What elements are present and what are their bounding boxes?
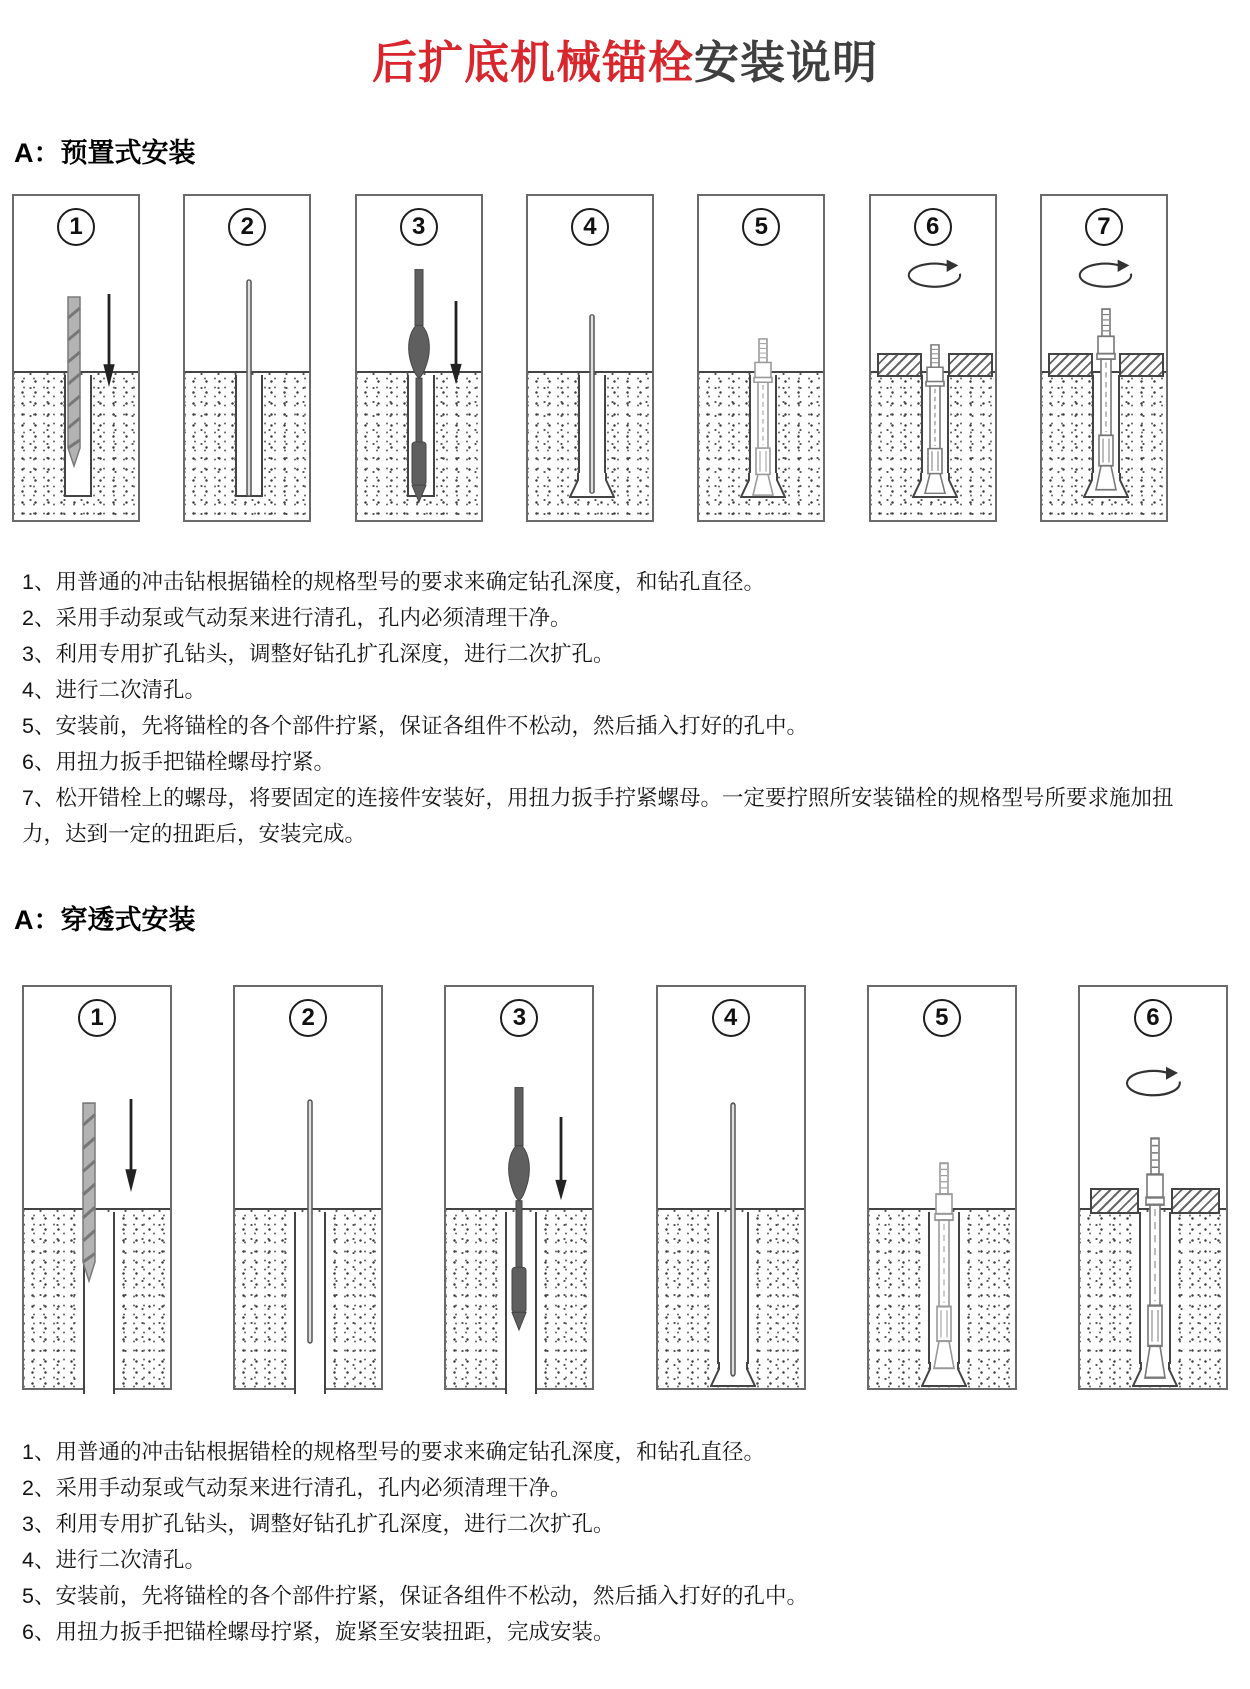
step-text: 1、用普通的冲击钻根据锚栓的规格型号的要求来确定钻孔深度，和钻孔直径。 xyxy=(22,570,765,594)
step-number-badge: 4 xyxy=(571,208,609,246)
step-text: 2、采用手动泵或气动泵来进行清孔，孔内必须清理干净。 xyxy=(22,606,572,630)
step-panel-4 xyxy=(526,194,654,522)
drill-bit-icon xyxy=(64,296,84,486)
step-text: 6、用扭力扳手把锚栓螺母拧紧。 xyxy=(22,750,335,774)
step-panel-2 xyxy=(183,194,311,522)
step-text: 6、用扭力扳手把锚栓螺母拧紧，旋紧至安装扭距，完成安装。 xyxy=(22,1620,615,1644)
step-panel-6 xyxy=(869,194,997,522)
step-text: 1、用普通的冲击钻根据错栓的规格型号的要求来确定钻孔深度，和钻孔直径。 xyxy=(22,1440,765,1464)
fixture-plate-right xyxy=(1171,1188,1220,1214)
step-text: 3、利用专用扩孔钻头，调整好钻孔扩孔深度，进行二次扩孔。 xyxy=(22,1512,615,1536)
down-arrow-icon xyxy=(554,1117,568,1202)
step-number-badge: 1 xyxy=(78,999,116,1037)
section-heading-through: A：穿透式安装 xyxy=(14,905,196,935)
down-arrow-icon xyxy=(449,301,463,386)
step-text: 4、进行二次清孔。 xyxy=(22,1548,206,1572)
fixture-plate-left xyxy=(1090,1188,1139,1214)
step-text: 2、采用手动泵或气动泵来进行清孔，孔内必须清理干净。 xyxy=(22,1476,572,1500)
page-title-rest: 安装说明 xyxy=(694,37,879,88)
anchor-bolt-icon xyxy=(751,338,775,498)
fixture-plate-right xyxy=(948,353,993,377)
rotate-arrow-icon xyxy=(900,258,970,296)
rotate-arrow-icon xyxy=(1118,1065,1190,1105)
undercut-drill-icon xyxy=(404,269,434,504)
step-text: 7、松开错栓上的螺母，将要固定的连接件安装好，用扭力扳手拧紧螺母。一定要拧照所安装锚栓的规格型号所要求施加扭力，达到一定的扭距后，安装完成。 xyxy=(22,786,1174,846)
step-number-badge: 6 xyxy=(914,208,952,246)
page-title xyxy=(0,26,1250,91)
step-panel-3 xyxy=(444,985,594,1390)
step-panel-5 xyxy=(867,985,1017,1390)
page-title-accent: 后扩底机械锚栓 xyxy=(371,37,694,88)
anchor-bolt-icon xyxy=(923,344,947,496)
step-number-badge: 2 xyxy=(289,999,327,1037)
cleaning-rod-icon xyxy=(587,314,597,494)
step-panel-7 xyxy=(1040,194,1168,522)
step-number-badge: 3 xyxy=(500,999,538,1037)
anchor-bolt-icon xyxy=(932,1162,956,1372)
step-panel-6 xyxy=(1078,985,1228,1390)
step-text: 5、安装前，先将锚栓的各个部件拧紧，保证各组件不松动，然后插入打好的孔中。 xyxy=(22,1584,808,1608)
step-number-badge: 2 xyxy=(228,208,266,246)
step-number-badge: 5 xyxy=(923,999,961,1037)
step-panel-3 xyxy=(355,194,483,522)
cleaning-rod-icon xyxy=(244,279,254,497)
step-number-badge: 5 xyxy=(742,208,780,246)
step-number-badge: 6 xyxy=(1134,999,1172,1037)
drill-bit-icon xyxy=(79,1102,99,1302)
fixture-plate-left xyxy=(1048,353,1093,377)
fixture-plate-right xyxy=(1119,353,1164,377)
cleaning-rod-icon xyxy=(305,1099,315,1344)
down-arrow-icon xyxy=(102,294,116,389)
step-panel-4 xyxy=(656,985,806,1390)
step-panel-1 xyxy=(22,985,172,1390)
step-text: 5、安装前，先将锚栓的各个部件拧紧，保证各组件不松动，然后插入打好的孔中。 xyxy=(22,714,808,738)
panel-row-preset xyxy=(12,194,1168,522)
step-number-badge: 4 xyxy=(712,999,750,1037)
step-text: 4、进行二次清孔。 xyxy=(22,678,206,702)
rotate-arrow-icon xyxy=(1071,258,1141,296)
steps-list-through xyxy=(22,1434,1250,1650)
step-text: 3、利用专用扩孔钻头，调整好钻孔扩孔深度，进行二次扩孔。 xyxy=(22,642,615,666)
step-panel-1 xyxy=(12,194,140,522)
panel-row-through xyxy=(22,985,1228,1390)
section-heading-preset: A：预置式安装 xyxy=(14,138,196,168)
steps-list-preset xyxy=(22,564,1250,852)
step-number-badge: 3 xyxy=(400,208,438,246)
step-number-badge: 7 xyxy=(1085,208,1123,246)
step-panel-5 xyxy=(697,194,825,522)
step-panel-2 xyxy=(233,985,383,1390)
cleaning-rod-icon xyxy=(728,1102,738,1377)
anchor-bolt-icon xyxy=(1143,1137,1167,1382)
anchor-bolt-icon xyxy=(1094,308,1118,493)
fixture-plate-left xyxy=(877,353,922,377)
step-number-badge: 1 xyxy=(57,208,95,246)
down-arrow-icon xyxy=(124,1099,138,1194)
undercut-drill-icon xyxy=(504,1087,534,1332)
